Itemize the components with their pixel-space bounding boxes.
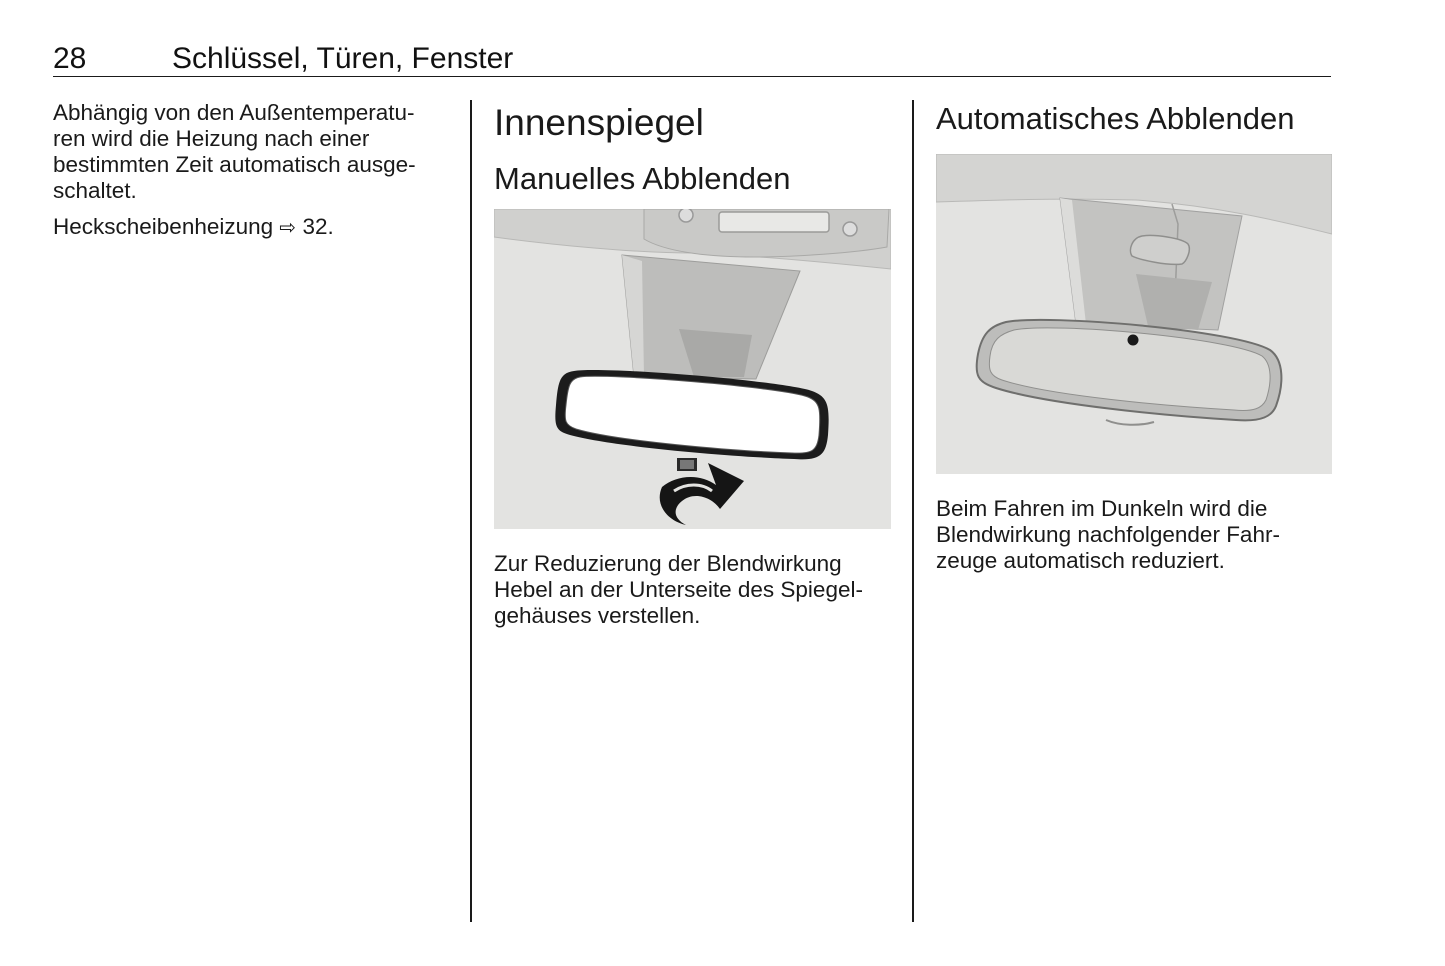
page-header xyxy=(53,40,1331,77)
text-line: Beim Fahren im Dunkeln wird die xyxy=(936,496,1268,521)
manual-dimming-caption xyxy=(494,551,892,629)
subsection-heading: Automatisches Abblenden xyxy=(936,101,1295,136)
text-line: schaltet. xyxy=(53,178,137,203)
heating-paragraph xyxy=(53,100,448,204)
column-divider xyxy=(470,100,472,922)
text-line: gehäuses verstellen. xyxy=(494,603,701,628)
crossref-arrow-icon: ⇨ xyxy=(279,215,297,239)
section-title: Schlüssel, Türen, Fenster xyxy=(172,42,514,75)
cross-reference[interactable] xyxy=(53,214,448,240)
column-divider xyxy=(912,100,914,922)
page-number: 28 xyxy=(53,42,87,75)
text-line: Hebel an der Unterseite des Spiegel- xyxy=(494,577,863,602)
column-right xyxy=(936,100,1332,584)
auto-dimming-mirror-illustration xyxy=(936,154,1332,474)
crossref-text: Heckscheibenheizung xyxy=(53,214,274,239)
text-line: Abhängig von den Außentemperatu- xyxy=(53,100,415,125)
text-line: Blendwirkung nachfolgender Fahr- xyxy=(936,522,1280,547)
text-line: bestimmten Zeit automatisch ausge- xyxy=(53,152,416,177)
subsection-heading: Manuelles Abblenden xyxy=(494,161,791,196)
text-line: ren wird die Heizung nach einer xyxy=(53,126,370,151)
column-middle xyxy=(494,100,892,639)
section-heading: Innenspiegel xyxy=(494,102,704,143)
auto-dimming-caption xyxy=(936,496,1332,574)
rearview-mirror-with-lever-illustration xyxy=(494,209,891,529)
text-line: Zur Reduzierung der Blendwirkung xyxy=(494,551,842,576)
column-left xyxy=(53,100,448,250)
crossref-page: 32. xyxy=(302,214,334,239)
text-line: zeuge automatisch reduziert. xyxy=(936,548,1225,573)
